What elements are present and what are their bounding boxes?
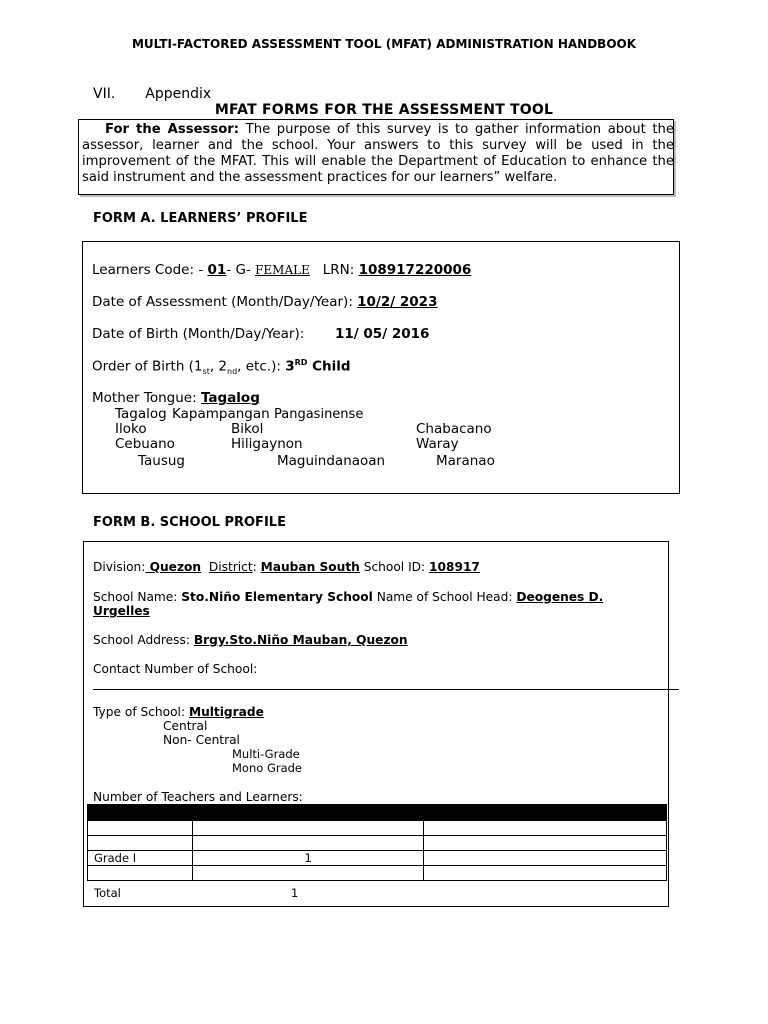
- mother-tongue-label: Mother Tongue:: [92, 390, 201, 406]
- school-name-row: [93, 590, 603, 604]
- doa-label: Date of Assessment (Month/Day/Year):: [92, 294, 358, 310]
- dob-value: 11/ 05/ 2016: [335, 326, 430, 342]
- language-option: Tausug: [138, 453, 185, 469]
- division-row: [93, 560, 480, 574]
- appendix-label: Appendix: [145, 86, 212, 102]
- type-of-school-label: Type of School:: [93, 705, 189, 719]
- page-header: MULTI-FACTORED ASSESSMENT TOOL (MFAT) ADMINISTRATION HANDBOOK: [131, 37, 637, 51]
- table-cell: [192, 836, 424, 851]
- table-cell: [424, 866, 667, 881]
- forms-title: MFAT FORMS FOR THE ASSESSMENT TOOL: [214, 102, 554, 118]
- table-cell: Grade I: [88, 851, 193, 866]
- table-row: [88, 851, 667, 866]
- table-cell: [424, 851, 667, 866]
- type-of-school-row: [93, 705, 264, 719]
- language-option: Tagalog: [115, 406, 167, 422]
- table-header-row: [88, 805, 667, 821]
- language-option: Chabacano: [416, 421, 492, 437]
- school-name-value: Sto.Niño Elementary School: [181, 590, 373, 604]
- table-cell: [88, 836, 193, 851]
- order-label-2: , 2: [209, 358, 228, 375]
- school-type-option: Multi-Grade: [232, 747, 300, 761]
- school-head-label: Name of School Head:: [372, 590, 517, 604]
- school-type-option: Central: [163, 719, 208, 733]
- table-cell: [88, 821, 193, 836]
- total-value: 1: [291, 886, 299, 900]
- table-row: [88, 836, 667, 851]
- language-option: Hiligaynon: [231, 436, 303, 452]
- table-cell: [424, 836, 667, 851]
- table-row: [88, 866, 667, 881]
- lrn-label: LRN:: [322, 262, 359, 278]
- order-value-word: Child: [307, 358, 351, 375]
- form-b-heading: FORM B. SCHOOL PROFILE: [93, 515, 286, 530]
- school-address-value: Brgy.Sto.Niño Mauban, Quezon: [193, 633, 408, 647]
- form-a-heading: FORM A. LEARNERS’ PROFILE: [93, 211, 308, 226]
- date-of-assessment-row: [92, 294, 437, 310]
- date-of-birth-row: [92, 326, 304, 342]
- table-row: [88, 821, 667, 836]
- school-name-label: School Name:: [93, 590, 182, 604]
- mother-tongue-value: Tagalog: [200, 390, 260, 406]
- school-address-row: [93, 633, 408, 647]
- teachers-learners-label: Number of Teachers and Learners:: [93, 790, 303, 804]
- table-cell: 1: [192, 851, 424, 866]
- order-st: st: [202, 367, 210, 377]
- assessor-note: [82, 122, 674, 186]
- district-value: Mauban South: [260, 560, 360, 574]
- order-nd: nd: [227, 367, 238, 377]
- table-header-cell: [424, 805, 667, 821]
- table-cell: [192, 821, 424, 836]
- order-value: 3: [285, 358, 295, 375]
- type-of-school-value: Multigrade: [188, 705, 264, 719]
- school-id-label: School ID:: [359, 560, 430, 574]
- order-of-birth-row: [92, 358, 351, 376]
- contact-number-label: Contact Number of School:: [93, 662, 258, 676]
- table-cell: [424, 821, 667, 836]
- language-option: Maranao: [436, 453, 495, 469]
- dob-label: Date of Birth (Month/Day/Year):: [92, 326, 305, 342]
- contact-number-line: [93, 689, 679, 690]
- order-label-3: , etc.):: [237, 358, 286, 375]
- appendix-number: VII.: [93, 86, 116, 102]
- division-value: Quezon: [145, 560, 202, 574]
- mother-tongue-row: [92, 390, 260, 406]
- language-option: Pangasinense: [274, 407, 364, 422]
- order-label: Order of Birth (1: [92, 358, 203, 375]
- school-id-value: 108917: [429, 560, 480, 574]
- teachers-learners-table: [87, 804, 667, 881]
- language-option: Iloko: [115, 421, 147, 437]
- language-option: Bikol: [231, 421, 264, 437]
- doa-value: 10/2/ 2023: [357, 294, 438, 310]
- table-cell: [192, 866, 424, 881]
- school-head-value: Deogenes D.: [516, 590, 604, 604]
- language-option: Waray: [416, 436, 459, 452]
- assessor-note-box: [78, 119, 674, 195]
- learners-code-label: Learners Code: -: [92, 262, 208, 278]
- learners-code-number: 01: [207, 262, 227, 278]
- school-address-label: School Address:: [93, 633, 194, 647]
- language-option: Cebuano: [115, 436, 175, 452]
- appendix-heading: [93, 86, 211, 102]
- language-option: Maguindanaoan: [277, 453, 386, 469]
- school-type-option: Non- Central: [163, 733, 240, 747]
- assessor-note-text: The purpose of this survey is to gather information about the assessor, learner and the school. Your answers to this survey will be used in the improvement of the MFAT. This will enable the Department of Education to enhance the said instrument and the assessment practices for our learners” welfare.: [82, 122, 674, 185]
- learners-code-mid: - G-: [226, 262, 256, 278]
- table-header-cell: [192, 805, 424, 821]
- school-type-option: Mono Grade: [232, 761, 302, 775]
- assessor-note-lead: For the Assessor:: [105, 122, 240, 137]
- division-label: Division:: [93, 560, 146, 574]
- learners-code-gender: FEMALE: [255, 263, 310, 277]
- learners-code-row: [92, 262, 471, 278]
- district-label: District: [208, 560, 253, 574]
- table-header-cell: [88, 805, 193, 821]
- school-head-value-line2: Urgelles: [93, 604, 150, 618]
- total-label: Total: [94, 886, 121, 900]
- order-value-sup: RD: [294, 358, 308, 367]
- table-cell: [88, 866, 193, 881]
- lrn-value: 108917220006: [358, 262, 472, 278]
- district-colon: :: [252, 560, 261, 574]
- language-option: Kapampangan: [172, 406, 270, 422]
